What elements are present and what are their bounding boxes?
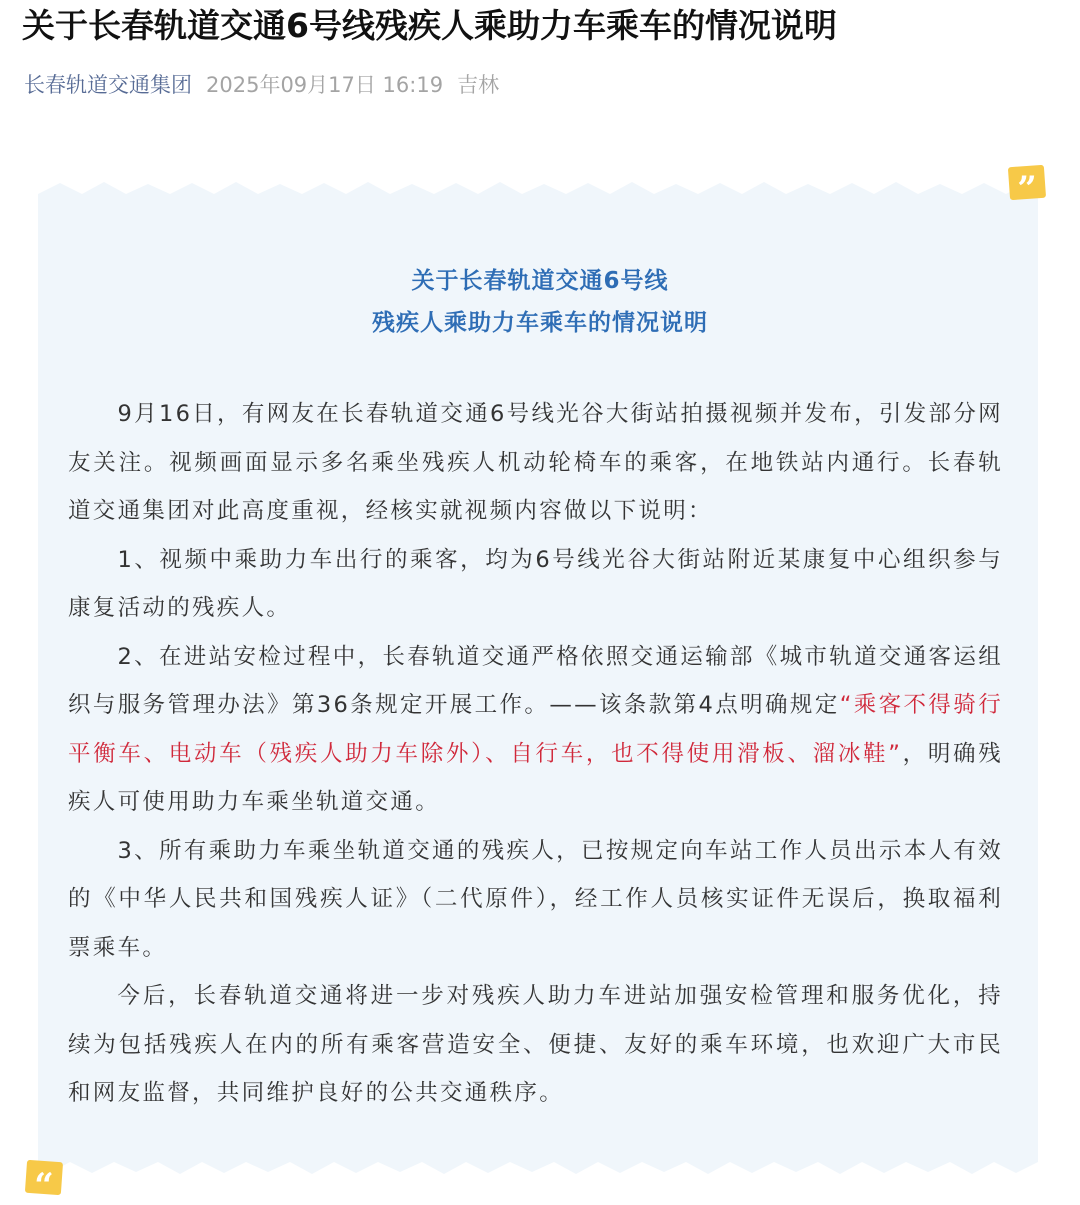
- point-2-text: 2、在进站安检过程中，长春轨道交通严格依照交通运输部《城市轨道交通客运组织与服务管理办法》第36条规定开展工作。——该条款第4点明确规定: [68, 643, 1003, 718]
- article-meta: [24, 70, 499, 100]
- card-title-line2: 残疾人乘助力车乘车的情况说明: [372, 310, 708, 336]
- card-title-line1: 关于长春轨道交通6号线: [411, 268, 669, 294]
- article-region: 吉林: [457, 73, 500, 97]
- statement-body: [68, 390, 1003, 1118]
- article-date: 2025年09月17日 16:19: [206, 73, 444, 97]
- regulation-quote: “乘客不得骑行平衡车、电动车（残疾人助力车除外）、自行车，也不得使用滑板、溜冰鞋”: [68, 692, 1003, 767]
- svg-text:”: ”: [1017, 169, 1037, 205]
- svg-text:“: “: [34, 1166, 54, 1199]
- paragraph-closing: 今后，长春轨道交通将进一步对残疾人助力车进站加强安检管理和服务优化，持续为包括残疾人在内的所有乘客营造安全、便捷、友好的乘车环境，也欢迎广大市民和网友监督，共同维护良好的公共交通秩序。: [68, 983, 1003, 1106]
- paragraph-intro: 9月16日，有网友在长春轨道交通6号线光谷大街站拍摄视频并发布，引发部分网友关注。视频画面显示多名乘坐残疾人机动轮椅车的乘客，在地铁站内通行。长春轨道交通集团对此高度重视，经核实就视频内容做以下说明：: [68, 401, 1003, 524]
- article-title: 关于长春轨道交通6号线残疾人乘助力车乘车的情况说明: [22, 6, 837, 45]
- point-2-conclusion: ，明确残疾人可使用助力车乘坐轨道交通。: [68, 740, 1004, 815]
- paragraph-point-1: 1、视频中乘助力车出行的乘客，均为6号线光谷大街站附近某康复中心组织参与康复活动的残疾人。: [68, 546, 1003, 621]
- closing-quote-icon: [1006, 163, 1048, 205]
- opening-quote-icon: [23, 1157, 65, 1199]
- paragraph-point-2: [68, 633, 1003, 827]
- article-source-link[interactable]: 长春轨道交通集团: [24, 73, 192, 97]
- paragraph-point-3: 3、所有乘助力车乘坐轨道交通的残疾人，已按规定向车站工作人员出示本人有效的《中华人民共和国残疾人证》（二代原件），经工作人员核实证件无误后，换取福利票乘车。: [68, 837, 1003, 961]
